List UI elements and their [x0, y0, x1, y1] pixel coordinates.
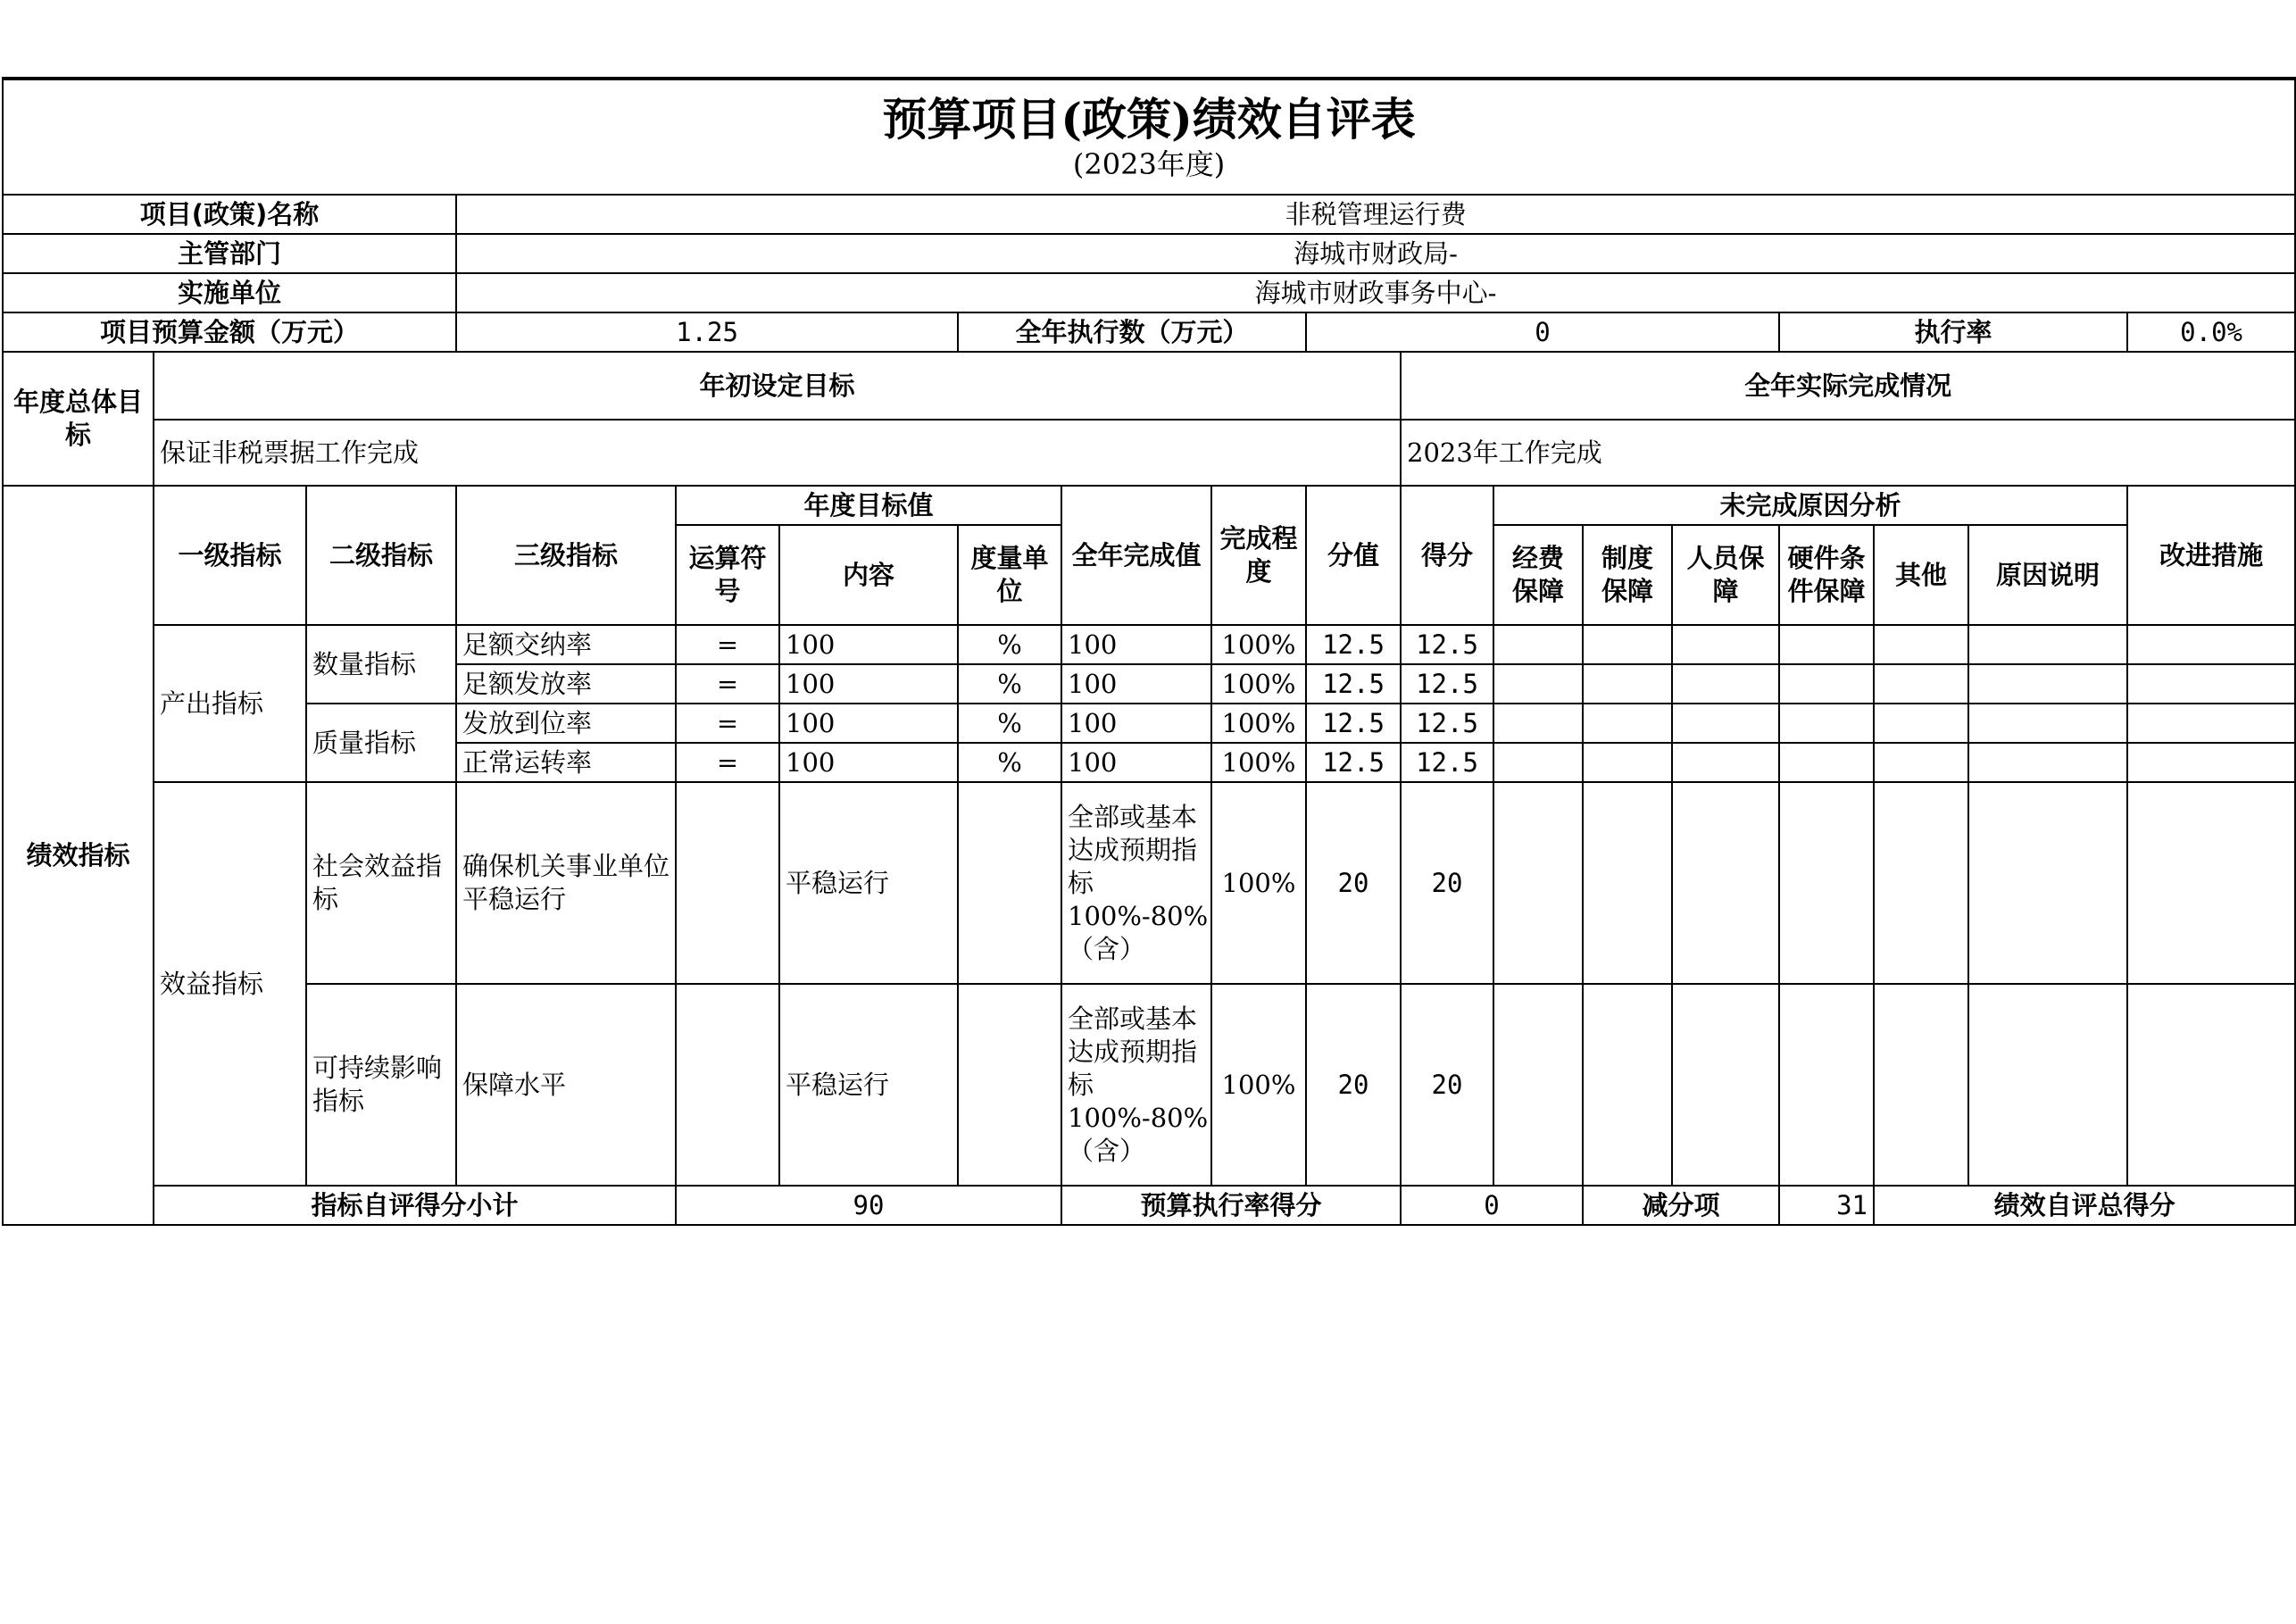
goal-set: 保证非税票据工作完成 [154, 420, 1401, 486]
row-operator: = [676, 664, 779, 704]
level1-output: 产出指标 [154, 625, 306, 782]
unit: 海城市财政事务中心- [456, 273, 2295, 312]
row-name: 足额交纳率 [456, 625, 676, 664]
header-improve: 改进措施 [2127, 486, 2295, 625]
level2-quantity: 数量指标 [306, 625, 456, 704]
row-value: 12.5 [1306, 704, 1401, 743]
level2-social: 社会效益指标 [306, 782, 456, 984]
cell-empty [1493, 782, 1583, 984]
row-content: 100 [779, 743, 958, 782]
row-value: 12.5 [1306, 743, 1401, 782]
row-score: 20 [1401, 984, 1493, 1186]
row-content: 100 [779, 704, 958, 743]
row-value: 20 [1306, 984, 1401, 1186]
page-subtitle: (2023年度) [1072, 146, 1226, 181]
goal-actual-label: 全年实际完成情况 [1401, 352, 2295, 420]
level2-sustain: 可持续影响指标 [306, 984, 456, 1186]
cell-empty [1874, 664, 1968, 704]
cell-empty [1968, 704, 2127, 743]
cell-empty [2127, 743, 2295, 782]
row-completion: 100% [1211, 664, 1306, 704]
executed-label: 全年执行数（万元） [958, 312, 1306, 352]
row-unit: % [958, 625, 1061, 664]
level2-quality: 质量指标 [306, 704, 456, 782]
deduct-label: 减分项 [1583, 1186, 1779, 1225]
cell-empty [1493, 984, 1583, 1186]
row-name: 保障水平 [456, 984, 676, 1186]
cell-empty [1583, 625, 1672, 664]
row-completion: 100% [1211, 743, 1306, 782]
row-name: 确保机关事业单位平稳运行 [456, 782, 676, 984]
project-name: 非税管理运行费 [456, 195, 2295, 234]
row-score: 20 [1401, 782, 1493, 984]
header-funding: 经费保障 [1493, 525, 1583, 625]
header-annual-done: 全年完成值 [1061, 486, 1211, 625]
row-done: 100 [1061, 743, 1211, 782]
cell-empty [2127, 664, 2295, 704]
header-content: 内容 [779, 525, 958, 625]
header-score-value: 分值 [1306, 486, 1401, 625]
budget-value: 1.25 [456, 312, 958, 352]
subtotal-label: 指标自评得分小计 [154, 1186, 676, 1225]
title-cell [3, 79, 2295, 195]
cell-empty [1779, 782, 1874, 984]
cell-empty [1672, 782, 1779, 984]
row-done: 全部或基本达成预期指标100%-80%（含） [1061, 782, 1211, 984]
cell-empty [1672, 625, 1779, 664]
row-unit: % [958, 704, 1061, 743]
row-name: 正常运转率 [456, 743, 676, 782]
row-content: 100 [779, 664, 958, 704]
level1-benefit: 效益指标 [154, 782, 306, 1186]
row-done: 100 [1061, 664, 1211, 704]
total-label: 绩效自评总得分 [1874, 1186, 2295, 1225]
cell-empty [1874, 984, 1968, 1186]
cell-empty [1779, 704, 1874, 743]
row-score: 12.5 [1401, 704, 1493, 743]
row-operator: = [676, 743, 779, 782]
cell-empty [1583, 704, 1672, 743]
row-value: 12.5 [1306, 625, 1401, 664]
cell-empty [1874, 782, 1968, 984]
goal-label: 年度总体目标 [3, 352, 154, 486]
header-level1: 一级指标 [154, 486, 306, 625]
executed-value: 0 [1306, 312, 1779, 352]
cell-empty [1583, 664, 1672, 704]
rate-value: 0.0% [2127, 312, 2295, 352]
cell-empty [1672, 984, 1779, 1186]
row-unit [958, 984, 1061, 1186]
header-annual-target: 年度目标值 [676, 486, 1061, 525]
cell-empty [1779, 664, 1874, 704]
cell-empty [1493, 625, 1583, 664]
dept: 海城市财政局- [456, 234, 2295, 273]
cell-empty [1874, 743, 1968, 782]
cell-empty [1493, 704, 1583, 743]
cell-empty [1874, 704, 1968, 743]
cell-empty [1583, 743, 1672, 782]
cell-empty [1779, 743, 1874, 782]
header-operator: 运算符号 [676, 525, 779, 625]
row-unit [958, 782, 1061, 984]
cell-empty [2127, 782, 2295, 984]
row-completion: 100% [1211, 704, 1306, 743]
row-done: 全部或基本达成预期指标100%-80%（含） [1061, 984, 1211, 1186]
deduct-value: 31 [1779, 1186, 1874, 1225]
row-done: 100 [1061, 625, 1211, 664]
row-operator: = [676, 704, 779, 743]
row-content: 平稳运行 [779, 984, 958, 1186]
header-completion: 完成程度 [1211, 486, 1306, 625]
budget-label: 项目预算金额（万元） [3, 312, 456, 352]
header-measure-unit: 度量单位 [958, 525, 1061, 625]
performance-table [2, 77, 2296, 1226]
rate-label: 执行率 [1779, 312, 2127, 352]
cell-empty [1672, 704, 1779, 743]
cell-empty [1672, 743, 1779, 782]
header-reason-desc: 原因说明 [1968, 525, 2127, 625]
cell-empty [1493, 664, 1583, 704]
row-score: 12.5 [1401, 664, 1493, 704]
header-other: 其他 [1874, 525, 1968, 625]
header-level3: 三级指标 [456, 486, 676, 625]
page-title: 预算项目(政策)绩效自评表 [882, 92, 1416, 146]
header-system: 制度保障 [1583, 525, 1672, 625]
budget-score-value: 0 [1401, 1186, 1583, 1225]
unit-label: 实施单位 [3, 273, 456, 312]
row-done: 100 [1061, 704, 1211, 743]
cell-empty [1779, 984, 1874, 1186]
cell-empty [1968, 743, 2127, 782]
cell-empty [1779, 625, 1874, 664]
subtotal-value: 90 [676, 1186, 1061, 1225]
cell-empty [1672, 664, 1779, 704]
row-content: 100 [779, 625, 958, 664]
row-value: 12.5 [1306, 664, 1401, 704]
row-content: 平稳运行 [779, 782, 958, 984]
row-score: 12.5 [1401, 625, 1493, 664]
perf-label: 绩效指标 [3, 486, 154, 1225]
row-value: 20 [1306, 782, 1401, 984]
header-reason-analysis: 未完成原因分析 [1493, 486, 2127, 525]
cell-empty [1968, 782, 2127, 984]
row-name: 发放到位率 [456, 704, 676, 743]
cell-empty [2127, 984, 2295, 1186]
header-personnel: 人员保障 [1672, 525, 1779, 625]
row-operator [676, 984, 779, 1186]
row-score: 12.5 [1401, 743, 1493, 782]
cell-empty [1583, 984, 1672, 1186]
header-level2: 二级指标 [306, 486, 456, 625]
cell-empty [1968, 984, 2127, 1186]
cell-empty [1968, 625, 2127, 664]
row-operator [676, 782, 779, 984]
cell-empty [1583, 782, 1672, 984]
cell-empty [2127, 704, 2295, 743]
cell-empty [1874, 625, 1968, 664]
cell-empty [2127, 625, 2295, 664]
row-completion: 100% [1211, 984, 1306, 1186]
dept-label: 主管部门 [3, 234, 456, 273]
row-completion: 100% [1211, 782, 1306, 984]
cell-empty [1493, 743, 1583, 782]
header-score: 得分 [1401, 486, 1493, 625]
goal-set-label: 年初设定目标 [154, 352, 1401, 420]
budget-score-label: 预算执行率得分 [1061, 1186, 1401, 1225]
row-unit: % [958, 664, 1061, 704]
goal-actual: 2023年工作完成 [1401, 420, 2295, 486]
header-hardware: 硬件条件保障 [1779, 525, 1874, 625]
row-completion: 100% [1211, 625, 1306, 664]
row-operator: = [676, 625, 779, 664]
project-name-label: 项目(政策)名称 [3, 195, 456, 234]
row-name: 足额发放率 [456, 664, 676, 704]
cell-empty [1968, 664, 2127, 704]
row-unit: % [958, 743, 1061, 782]
